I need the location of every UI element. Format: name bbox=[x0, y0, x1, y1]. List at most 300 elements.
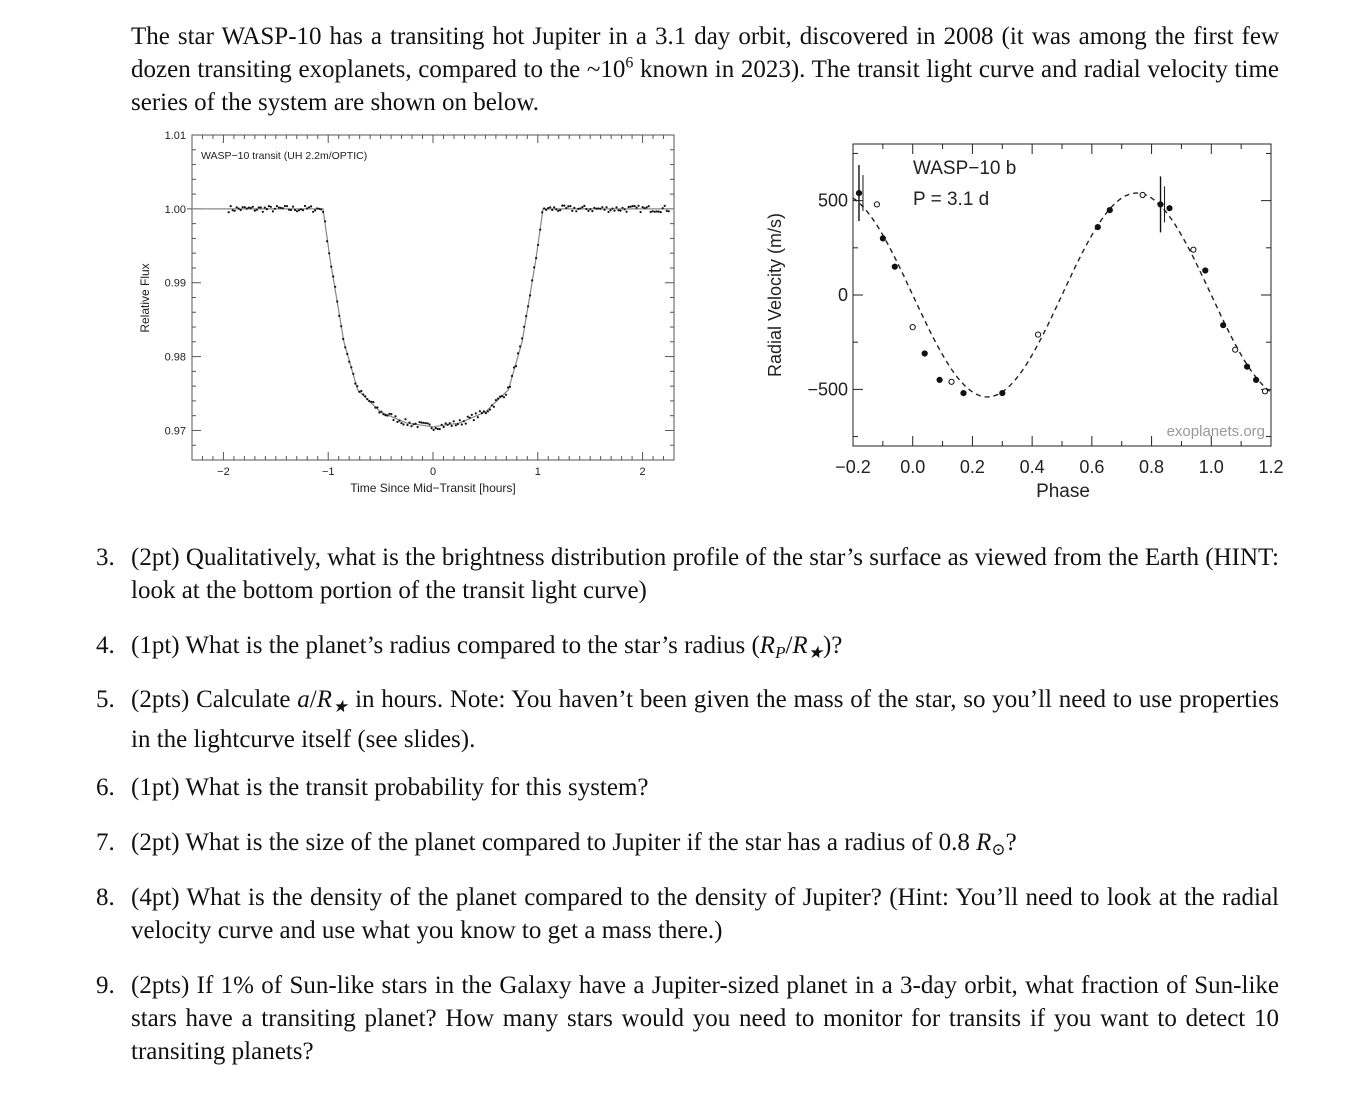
data-point bbox=[346, 353, 348, 355]
math-symbol: R bbox=[759, 632, 776, 659]
transit-x-tick-labels bbox=[217, 466, 645, 478]
data-point bbox=[656, 210, 658, 212]
data-point bbox=[342, 338, 344, 340]
data-point bbox=[282, 207, 284, 209]
x-tick-label: 0.8 bbox=[1139, 457, 1165, 477]
data-point bbox=[362, 393, 364, 395]
transit-chart bbox=[130, 128, 690, 503]
data-point bbox=[495, 399, 497, 401]
data-point bbox=[652, 210, 654, 212]
transit-ticks bbox=[187, 135, 674, 460]
data-point bbox=[358, 391, 360, 393]
data-point bbox=[541, 211, 543, 213]
data-point bbox=[605, 206, 607, 208]
rv-data-point bbox=[949, 379, 954, 384]
data-point bbox=[489, 409, 491, 411]
data-point bbox=[658, 211, 660, 213]
data-point bbox=[497, 398, 499, 400]
rv-data-point bbox=[874, 202, 879, 207]
data-point bbox=[286, 205, 288, 207]
data-point bbox=[507, 386, 509, 388]
data-point bbox=[288, 209, 290, 211]
data-point bbox=[613, 210, 615, 212]
data-point bbox=[374, 407, 376, 409]
data-point bbox=[390, 413, 392, 415]
data-point bbox=[589, 208, 591, 210]
data-point bbox=[555, 208, 557, 210]
data-point bbox=[256, 209, 258, 211]
data-point bbox=[382, 413, 384, 415]
data-point bbox=[469, 417, 471, 419]
data-point bbox=[660, 211, 662, 213]
data-point bbox=[511, 375, 513, 377]
data-point bbox=[410, 425, 412, 427]
data-point bbox=[274, 208, 276, 210]
data-point bbox=[599, 208, 601, 210]
y-tick-label: 0.99 bbox=[164, 277, 186, 290]
data-point bbox=[232, 209, 234, 211]
data-point bbox=[356, 385, 358, 387]
rv-y-tick-labels bbox=[807, 191, 848, 400]
transit-chart-title: WASP−10 transit (UH 2.2m/OPTIC) bbox=[201, 150, 368, 162]
data-point bbox=[630, 206, 632, 208]
data-point bbox=[445, 422, 447, 424]
data-point bbox=[266, 208, 268, 210]
data-point bbox=[366, 398, 368, 400]
math-symbol: R bbox=[316, 686, 333, 713]
data-point bbox=[581, 206, 583, 208]
math-subscript: ⊙ bbox=[991, 840, 1006, 859]
y-tick-label: 500 bbox=[817, 190, 848, 211]
rv-chart bbox=[760, 132, 1300, 510]
question-text-part: ? bbox=[1005, 829, 1017, 856]
data-point bbox=[463, 420, 465, 422]
x-tick-label: 1.2 bbox=[1258, 457, 1284, 477]
transit-plot-frame bbox=[192, 135, 674, 460]
data-point bbox=[559, 209, 561, 211]
data-point bbox=[270, 206, 272, 208]
data-point bbox=[372, 401, 374, 403]
data-point bbox=[571, 210, 573, 212]
data-point bbox=[419, 421, 421, 423]
data-point bbox=[304, 205, 306, 207]
rv-data-point bbox=[1262, 389, 1267, 394]
data-point bbox=[551, 209, 553, 211]
data-point bbox=[236, 206, 238, 208]
question-text-part: )? bbox=[822, 632, 843, 659]
data-point bbox=[429, 423, 431, 425]
question-number: 5. bbox=[96, 686, 115, 713]
data-point bbox=[264, 207, 266, 209]
data-point bbox=[334, 286, 336, 288]
data-point bbox=[619, 210, 621, 212]
data-point bbox=[354, 383, 356, 385]
question-number: 6. bbox=[96, 774, 115, 801]
data-point bbox=[465, 423, 467, 425]
data-point bbox=[632, 205, 634, 207]
data-point bbox=[248, 207, 250, 209]
question-number: 9. bbox=[96, 972, 115, 999]
data-point bbox=[276, 205, 278, 207]
rv-data-point bbox=[922, 351, 927, 356]
y-tick-label: 1.01 bbox=[164, 130, 186, 142]
rv-model-curve bbox=[853, 193, 1271, 397]
data-point bbox=[543, 207, 545, 209]
data-point bbox=[348, 361, 350, 363]
data-point bbox=[587, 210, 589, 212]
data-point bbox=[471, 414, 473, 416]
question-text-part: (1pt) What is the planet’s radius compared to the star’s radius ( bbox=[131, 632, 760, 659]
data-point bbox=[294, 209, 296, 211]
data-point bbox=[579, 207, 581, 209]
data-point bbox=[427, 422, 429, 424]
radial-velocity-figure bbox=[760, 132, 1300, 510]
data-point bbox=[601, 206, 603, 208]
transit-y-axis-label: Relative Flux bbox=[138, 263, 152, 333]
data-point bbox=[525, 315, 527, 317]
y-tick-label: −500 bbox=[807, 379, 848, 400]
data-point bbox=[398, 420, 400, 422]
data-point bbox=[664, 205, 666, 207]
data-point bbox=[396, 421, 398, 423]
rv-chart-title: WASP−10 b bbox=[913, 158, 1017, 179]
rv-watermark: exoplanets.org bbox=[1166, 423, 1265, 440]
data-point bbox=[451, 425, 453, 427]
question-text bbox=[131, 683, 1279, 756]
data-point bbox=[408, 422, 410, 424]
data-point bbox=[330, 266, 332, 268]
data-point bbox=[386, 415, 388, 417]
data-point bbox=[648, 205, 650, 207]
data-point bbox=[392, 419, 394, 421]
y-tick-label: 1.00 bbox=[164, 203, 186, 216]
data-point bbox=[350, 366, 352, 368]
x-tick-label: 2 bbox=[639, 466, 646, 478]
data-point bbox=[340, 325, 342, 327]
intro-text-2: known in 2023). The transit light curve and radial velocity time series of the system are shown on below. bbox=[131, 56, 1279, 116]
data-point bbox=[404, 418, 406, 420]
data-point bbox=[521, 337, 523, 339]
data-point bbox=[254, 210, 256, 212]
data-point bbox=[487, 410, 489, 412]
data-point bbox=[268, 205, 270, 207]
question-text bbox=[131, 629, 1279, 669]
data-point bbox=[312, 211, 314, 213]
rv-data-point bbox=[892, 264, 897, 269]
data-point bbox=[310, 205, 312, 207]
data-point bbox=[575, 210, 577, 212]
data-point bbox=[284, 205, 286, 207]
question-text: (4pt) What is the density of the planet compared to the density of Jupiter? (Hint: You’ll need to look at the radial velocity curve and use what you know to get a mass there.) bbox=[131, 884, 1279, 944]
data-point bbox=[493, 406, 495, 408]
data-point bbox=[666, 210, 668, 212]
question-4 bbox=[96, 629, 1279, 669]
data-point bbox=[449, 422, 451, 424]
y-tick-label: 0 bbox=[837, 285, 848, 305]
data-point bbox=[384, 414, 386, 416]
data-point bbox=[447, 424, 449, 426]
data-point bbox=[621, 207, 623, 209]
math-subscript: ★ bbox=[332, 697, 349, 716]
rv-data-point bbox=[1000, 391, 1005, 396]
rv-x-axis-label: Phase bbox=[1036, 481, 1090, 502]
math-slash: / bbox=[785, 632, 793, 659]
question-8 bbox=[96, 881, 1279, 947]
data-point bbox=[479, 410, 481, 412]
x-tick-label: 0.6 bbox=[1079, 457, 1105, 477]
data-point bbox=[280, 207, 282, 209]
data-point bbox=[638, 205, 640, 207]
y-tick-label: 0.98 bbox=[164, 351, 186, 364]
transit-x-axis-label: Time Since Mid−Transit [hours] bbox=[350, 481, 516, 495]
data-point bbox=[603, 209, 605, 211]
data-point bbox=[569, 205, 571, 207]
rv-data-point bbox=[961, 391, 966, 396]
question-7 bbox=[96, 826, 1279, 866]
y-tick-label: 0.97 bbox=[164, 425, 186, 438]
transit-model-line bbox=[192, 209, 674, 427]
data-point bbox=[567, 205, 569, 207]
data-point bbox=[519, 345, 521, 347]
data-point bbox=[611, 208, 613, 210]
data-point bbox=[272, 210, 274, 212]
data-point bbox=[591, 210, 593, 212]
data-point bbox=[380, 411, 382, 413]
x-tick-label: −1 bbox=[321, 466, 335, 478]
data-point bbox=[394, 415, 396, 417]
data-point bbox=[360, 390, 362, 392]
data-point bbox=[642, 206, 644, 208]
data-point bbox=[577, 208, 579, 210]
question-text-part: (2pts) Calculate bbox=[131, 686, 298, 713]
data-point bbox=[624, 208, 626, 210]
data-point bbox=[441, 424, 443, 426]
data-point bbox=[292, 206, 294, 208]
data-point bbox=[609, 209, 611, 211]
data-point bbox=[302, 209, 304, 211]
data-point bbox=[332, 275, 334, 277]
data-point bbox=[473, 419, 475, 421]
data-point bbox=[457, 423, 459, 425]
rv-data-point bbox=[1167, 206, 1172, 211]
rv-data-point bbox=[880, 236, 885, 241]
data-point bbox=[439, 428, 441, 430]
data-point bbox=[421, 422, 423, 424]
data-point bbox=[531, 279, 533, 281]
data-point bbox=[230, 205, 232, 207]
data-point bbox=[336, 300, 338, 302]
data-point bbox=[650, 211, 652, 213]
question-text-part: (2pt) What is the size of the planet compared to Jupiter if the star has a radius of 0.8 bbox=[131, 829, 977, 856]
data-point bbox=[467, 416, 469, 418]
data-point bbox=[617, 209, 619, 211]
data-point bbox=[539, 229, 541, 231]
data-point bbox=[328, 252, 330, 254]
data-point bbox=[435, 427, 437, 429]
data-point bbox=[338, 315, 340, 317]
data-point bbox=[529, 294, 531, 296]
data-point bbox=[607, 211, 609, 213]
data-point bbox=[477, 416, 479, 418]
data-point bbox=[527, 305, 529, 307]
data-point bbox=[481, 412, 483, 414]
data-point bbox=[406, 424, 408, 426]
rv-data-point bbox=[1095, 225, 1100, 230]
data-point bbox=[234, 210, 236, 212]
question-text: (2pt) Qualitatively, what is the brightness distribution profile of the star’s surface as viewed from the Earth (HINT: look at the bottom portion of the transit light curve) bbox=[131, 544, 1279, 604]
data-point bbox=[314, 209, 316, 211]
data-point bbox=[326, 240, 328, 242]
data-point bbox=[501, 395, 503, 397]
data-point bbox=[499, 396, 501, 398]
x-tick-label: −2 bbox=[217, 466, 230, 478]
data-point bbox=[505, 394, 507, 396]
data-point bbox=[573, 207, 575, 209]
data-point bbox=[415, 423, 417, 425]
transit-data-points bbox=[228, 205, 670, 432]
data-point bbox=[597, 207, 599, 209]
transit-light-curve-figure bbox=[130, 128, 690, 503]
data-point bbox=[318, 208, 320, 210]
data-point bbox=[668, 210, 670, 212]
data-point bbox=[246, 208, 248, 210]
rv-data-point bbox=[1036, 332, 1041, 337]
data-point bbox=[306, 207, 308, 209]
rv-y-axis-label: Radial Velocity (m/s) bbox=[765, 212, 785, 378]
data-point bbox=[238, 208, 240, 210]
data-point bbox=[640, 211, 642, 213]
x-tick-label: 0 bbox=[429, 466, 437, 478]
data-point bbox=[585, 208, 587, 210]
question-text bbox=[131, 826, 1279, 866]
rv-data-point bbox=[1191, 247, 1196, 252]
data-point bbox=[634, 205, 636, 207]
math-subscript: ★ bbox=[807, 643, 823, 662]
data-point bbox=[425, 422, 427, 424]
data-point bbox=[662, 207, 664, 209]
rv-data-point bbox=[910, 325, 915, 330]
question-number: 4. bbox=[96, 632, 115, 659]
data-point bbox=[654, 211, 656, 213]
data-point bbox=[646, 206, 648, 208]
data-point bbox=[370, 401, 372, 403]
data-point bbox=[244, 206, 246, 208]
data-point bbox=[262, 211, 264, 213]
intro-paragraph bbox=[131, 20, 1279, 119]
question-text: (2pts) If 1% of Sun-like stars in the Galaxy have a Jupiter-sized planet in a 3-day orbit, what fraction of Sun-like stars have a transiting planet? How many stars would you need to monitor for transits if you want to detect 10 transiting planets? bbox=[131, 972, 1279, 1065]
data-point bbox=[258, 206, 260, 208]
data-point bbox=[565, 207, 567, 209]
data-point bbox=[344, 346, 346, 348]
data-point bbox=[228, 211, 230, 213]
question-number: 7. bbox=[96, 829, 115, 856]
data-point bbox=[278, 207, 280, 209]
math-symbol: R bbox=[976, 829, 992, 856]
data-point bbox=[402, 423, 404, 425]
data-point bbox=[290, 209, 292, 211]
data-point bbox=[252, 206, 254, 208]
rv-data-point bbox=[1233, 347, 1238, 352]
question-text: (1pt) What is the transit probability for this system? bbox=[131, 774, 649, 801]
data-point bbox=[461, 423, 463, 425]
data-point bbox=[388, 413, 390, 415]
question-5 bbox=[96, 683, 1279, 756]
data-point bbox=[513, 366, 515, 368]
data-point bbox=[316, 207, 318, 209]
data-point bbox=[593, 207, 595, 209]
data-point bbox=[561, 205, 563, 207]
data-point bbox=[455, 424, 457, 426]
math-subscript: P bbox=[775, 643, 786, 662]
data-point bbox=[368, 400, 370, 402]
question-number: 3. bbox=[96, 544, 115, 571]
data-point bbox=[615, 206, 617, 208]
data-point bbox=[320, 208, 322, 210]
data-point bbox=[547, 207, 549, 209]
data-point bbox=[626, 211, 628, 213]
data-point bbox=[423, 422, 425, 424]
x-tick-label: 0.4 bbox=[1019, 457, 1045, 477]
data-point bbox=[308, 206, 310, 208]
x-tick-label: 1 bbox=[534, 466, 541, 478]
data-point bbox=[595, 208, 597, 210]
data-point bbox=[437, 428, 439, 430]
rv-data-point bbox=[1140, 192, 1145, 197]
data-point bbox=[523, 326, 525, 328]
x-tick-label: −0.2 bbox=[835, 457, 871, 477]
data-point bbox=[400, 422, 402, 424]
data-point bbox=[636, 207, 638, 209]
data-point bbox=[260, 206, 262, 208]
data-point bbox=[453, 420, 455, 422]
data-point bbox=[628, 206, 630, 208]
data-point bbox=[533, 266, 535, 268]
question-3 bbox=[96, 541, 1279, 607]
data-point bbox=[298, 209, 300, 211]
rv-data-point bbox=[1221, 323, 1226, 328]
data-point bbox=[549, 206, 551, 208]
rv-data-point bbox=[1245, 364, 1250, 369]
data-point bbox=[433, 429, 435, 431]
data-point bbox=[537, 244, 539, 246]
data-point bbox=[583, 205, 585, 207]
data-point bbox=[242, 206, 244, 208]
data-point bbox=[483, 410, 485, 412]
data-point bbox=[491, 404, 493, 406]
data-point bbox=[300, 208, 302, 210]
math-slash: / bbox=[309, 686, 317, 713]
data-point bbox=[485, 412, 487, 414]
question-6 bbox=[96, 771, 1279, 804]
data-point bbox=[378, 411, 380, 413]
x-tick-label: 0.0 bbox=[900, 457, 926, 477]
data-point bbox=[515, 365, 517, 367]
data-point bbox=[509, 386, 511, 388]
data-point bbox=[413, 423, 415, 425]
data-point bbox=[475, 412, 477, 414]
data-point bbox=[417, 426, 419, 428]
data-point bbox=[376, 406, 378, 408]
data-point bbox=[517, 352, 519, 354]
transit-y-tick-labels bbox=[165, 130, 186, 437]
data-point bbox=[459, 419, 461, 421]
math-symbol: a bbox=[297, 686, 310, 713]
rv-data-point bbox=[937, 377, 942, 382]
data-point bbox=[563, 205, 565, 207]
rv-chart-subtitle: P = 3.1 d bbox=[913, 189, 990, 210]
question-number: 8. bbox=[96, 884, 115, 911]
intro-text-1: The star WASP-10 has a transiting hot Jupiter in a 3.1 day orbit, discovered in 2008 (it was among the first few dozen transiting exoplanets, compared to the ~10 bbox=[131, 23, 1279, 83]
